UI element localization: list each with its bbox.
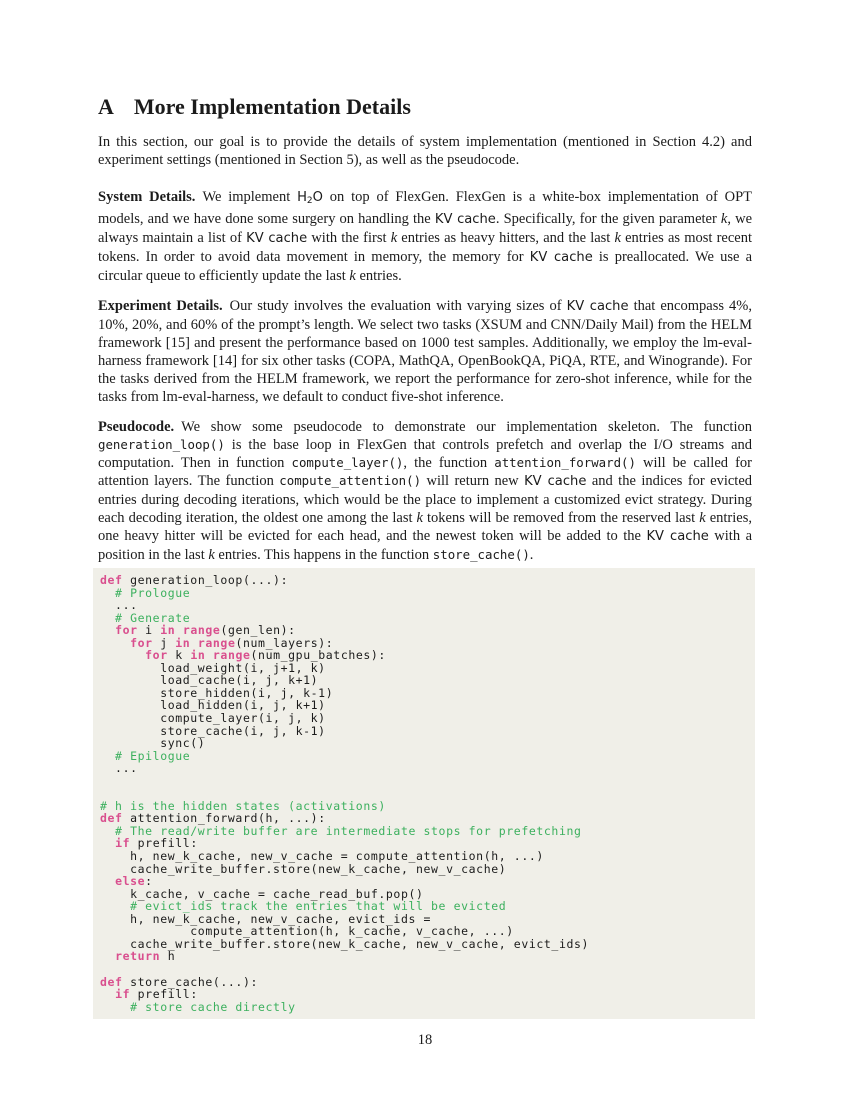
code-token: h, new_k_cache, new_v_cache, evict_ids = xyxy=(100,911,432,926)
text-segment: entries. xyxy=(355,268,402,284)
text-segment: . Specifically, for the given parameter xyxy=(495,211,721,227)
text-segment: is preallocated. We use a circular queue to efficiently update the last xyxy=(98,249,753,284)
text-segment: is the base loop in FlexGen that controls prefetch and overlap the I/O streams and computation. Then in function xyxy=(98,437,752,471)
text-segment: H xyxy=(297,190,307,205)
code-token: i xyxy=(137,623,161,638)
text-segment: will be called for attention layers. The function xyxy=(98,455,752,489)
code-token: store_cache(i, j, k-1) xyxy=(100,723,326,738)
code-token: (gen_len): xyxy=(220,623,296,638)
code-line xyxy=(100,938,747,951)
text-segment: compute_layer() xyxy=(291,455,404,470)
code-token: prefill: xyxy=(130,987,198,1002)
code-token: # Prologue xyxy=(100,585,191,600)
code-line xyxy=(100,574,747,587)
code-token: load_hidden(i, j, k+1) xyxy=(100,698,326,713)
text-segment: generation_loop() xyxy=(98,437,225,452)
text-segment: KV cache xyxy=(246,231,308,246)
code-token: for xyxy=(145,648,168,663)
code-token: # store cache directly xyxy=(100,999,296,1014)
code-token: return xyxy=(115,949,161,964)
experiment-details-paragraph xyxy=(98,297,752,406)
text-segment: We show some pseudocode to demonstrate our implementation skeleton. The function xyxy=(181,419,752,435)
code-token: cache_write_buffer.store(new_k_cache, new_v_cache) xyxy=(100,861,507,876)
system-details-paragraph xyxy=(98,188,752,285)
text-segment: KV cache xyxy=(529,250,593,265)
code-token: def xyxy=(100,573,123,587)
code-token: in xyxy=(175,635,191,650)
text-segment: on top of FlexGen. FlexGen is a white-box implementation of OPT models, and we have done some surgery on handling the xyxy=(98,189,752,227)
intro-paragraph xyxy=(98,133,752,169)
code-token: k_cache, v_cache = cache_read_buf.pop() xyxy=(100,886,424,901)
text-segment: O xyxy=(312,190,323,205)
page-number: 18 xyxy=(417,1032,433,1048)
text-segment: , the function xyxy=(403,455,495,471)
text-segment: Our study involves the evaluation with varying sizes of xyxy=(229,298,567,314)
code-token: for xyxy=(130,635,153,650)
code-token: ... xyxy=(100,598,138,613)
text-segment: with the first xyxy=(307,230,391,246)
text-segment: k xyxy=(720,211,728,227)
code-token: # Generate xyxy=(100,610,191,625)
code-token: range xyxy=(197,635,236,650)
code-token: cache_write_buffer.store(new_k_cache, new_v_cache, evict_ids) xyxy=(100,936,590,951)
code-line xyxy=(100,1001,747,1014)
text-segment: k xyxy=(208,547,215,563)
code-line xyxy=(100,950,747,963)
code-token: k xyxy=(167,648,191,663)
code-token: : xyxy=(145,874,153,889)
code-token: # h is the hidden states (activations) xyxy=(100,798,386,813)
text-segment: , we always maintain a list of xyxy=(98,211,753,246)
section-letter: A xyxy=(98,94,114,119)
code-token: attention_forward(h, ...): xyxy=(122,811,326,826)
text-segment: attention_forward() xyxy=(494,455,636,470)
code-token: def xyxy=(100,974,123,989)
code-token: store_hidden(i, j, k-1) xyxy=(100,685,334,700)
text-segment: and the indices for evicted entries during decoding iterations, which would be the place to implement a customized evict strategy. During each decoding iteration, the oldest one among the last xyxy=(98,473,753,526)
code-token: store_cache(...): xyxy=(122,974,259,989)
code-token: compute_layer(i, j, k) xyxy=(100,711,326,726)
code-line xyxy=(100,750,747,763)
code-token: h xyxy=(160,949,176,964)
text-segment: Experiment Details. xyxy=(98,298,223,314)
code-token: sync() xyxy=(100,736,206,751)
text-segment: k xyxy=(699,510,706,526)
text-segment: We implement xyxy=(202,189,298,205)
code-line xyxy=(100,587,747,600)
code-token: generation_loop(...): xyxy=(122,573,289,587)
pseudocode-paragraph xyxy=(98,418,752,564)
code-token: if xyxy=(115,836,131,851)
text-segment: k xyxy=(390,230,398,246)
text-segment: Pseudocode. xyxy=(98,419,175,435)
code-token: load_weight(i, j+1, k) xyxy=(100,660,326,675)
code-token: in xyxy=(160,623,176,638)
code-line xyxy=(100,775,747,788)
text-segment: KV cache xyxy=(646,529,709,544)
code-token: # evict_ids track the entries that will be evicted xyxy=(100,899,507,914)
text-segment: with a position in the last xyxy=(98,528,752,563)
pseudocode-block xyxy=(93,568,755,1019)
text-segment: entries as heavy hitters, and the last xyxy=(397,230,615,246)
code-token: # Epilogue xyxy=(100,748,191,763)
text-segment: System Details. xyxy=(98,189,196,205)
code-token: (num_layers): xyxy=(235,635,334,650)
code-token: if xyxy=(115,987,131,1002)
code-token: ... xyxy=(100,761,138,776)
text-segment: store_cache() xyxy=(432,547,530,562)
text-segment: k xyxy=(416,510,423,526)
code-token: else xyxy=(115,874,146,889)
code-line xyxy=(100,762,747,775)
text-segment: KV cache xyxy=(566,299,629,314)
text-segment: k xyxy=(349,268,356,284)
text-segment: entries, one heavy hitter will be evicted for each head, and the newest token will be added to the xyxy=(98,510,752,544)
text-segment: . xyxy=(529,547,534,563)
code-token: (num_gpu_batches): xyxy=(250,648,386,663)
code-token: in xyxy=(190,648,206,663)
section-heading xyxy=(98,95,752,119)
text-segment: entries as most recent tokens. In order to avoid data movement in memory, the memory for xyxy=(98,230,752,265)
code-token: range xyxy=(182,623,221,638)
code-token: # The read/write buffer are intermediate stops for prefetching xyxy=(100,823,582,838)
text-segment: k xyxy=(614,230,621,246)
text-segment: KV cache xyxy=(434,212,496,227)
text-segment: will return new xyxy=(421,473,525,489)
section-title: More Implementation Details xyxy=(133,94,411,119)
text-segment: In this section, our goal is to provide the details of system implementation (mentioned in Section 4.2) and experiment settings (mentioned in Section 5), as well as the pseudocode. xyxy=(98,134,752,168)
text-segment: that encompass 4%, 10%, 20%, and 60% of the prompt’s length. We select two tasks (XSUM and CNN/Daily Mail) from the HELM framework [15] and present the performance based on 1000 test samples. Additionally, we employ the lm-eval-harness framework [14] for six other tasks (COPA, MathQA, OpenBookQA, PiQA, RTE, and Winogrande). For the tasks derived from the HELM framework, we report the performance for zero-shot inference, while for the tasks from lm-eval-harness, we default to conduct five-shot inference. xyxy=(98,298,752,405)
code-token: j xyxy=(152,635,176,650)
code-line xyxy=(100,863,747,876)
text-segment: 2 xyxy=(306,196,313,206)
text-segment: KV cache xyxy=(524,474,587,489)
code-line xyxy=(100,599,747,612)
code-token: def xyxy=(100,811,123,826)
code-token: for xyxy=(115,623,138,638)
text-segment: entries. This happens in the function xyxy=(214,547,433,563)
text-segment: tokens will be removed from the reserved last xyxy=(422,510,700,526)
code-line xyxy=(100,737,747,750)
code-token: prefill: xyxy=(130,836,198,851)
code-token: range xyxy=(212,648,251,663)
code-token: load_cache(i, j, k+1) xyxy=(100,673,319,688)
text-segment: compute_attention() xyxy=(279,473,422,488)
code-token: h, new_k_cache, new_v_cache = compute_attention(h, ...) xyxy=(100,849,544,864)
code-token: compute_attention(h, k_cache, v_cache, ...) xyxy=(100,924,514,939)
